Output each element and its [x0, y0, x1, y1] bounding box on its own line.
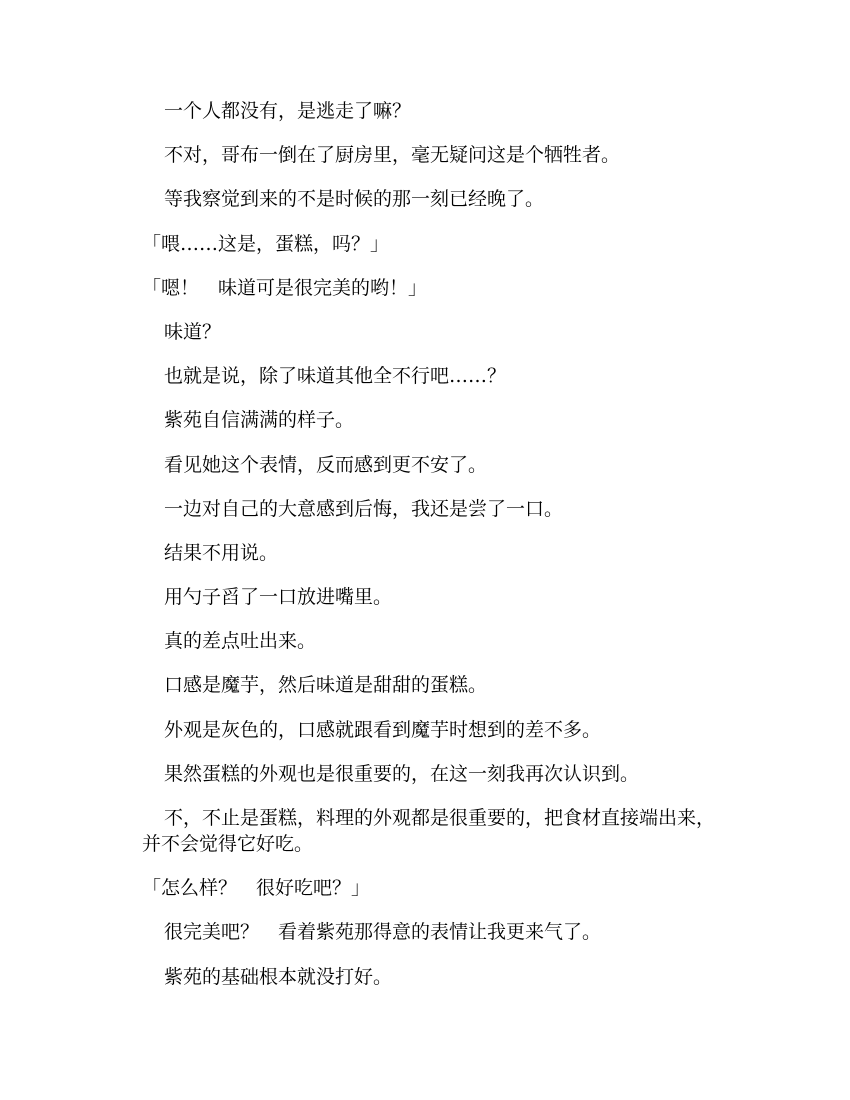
dialogue-line: 「嗯！ 味道可是很完美的哟！」 — [142, 276, 428, 299]
paragraph: 不对，哥布一倒在了厨房里，毫无疑问这是个牺牲者。 — [164, 144, 621, 167]
paragraph: 看见她这个表情，反而感到更不安了。 — [164, 453, 488, 476]
paragraph: 结果不用说。 — [164, 541, 279, 564]
dialogue-line: 「喂……这是，蛋糕，吗？」 — [142, 232, 390, 255]
paragraph: 不，不止是蛋糕，料理的外观都是很重要的，把食材直接端出来，并不会觉得它好吃。 — [142, 807, 716, 855]
paragraph: 外观是灰色的，口感就跟看到魔芋时想到的差不多。 — [164, 718, 602, 741]
paragraph: 用勺子舀了一口放进嘴里。 — [164, 586, 393, 609]
document-page — [142, 98, 732, 1008]
paragraph: 味道？ — [164, 320, 222, 343]
paragraph: 很完美吧？ 看着紫苑那得意的表情让我更来气了。 — [164, 921, 602, 944]
paragraph: 一边对自己的大意感到后悔，我还是尝了一口。 — [164, 497, 564, 520]
paragraph: 等我察觉到来的不是时候的那一刻已经晚了。 — [164, 188, 545, 211]
dialogue-line: 「怎么样？ 很好吃吧？」 — [142, 877, 371, 900]
paragraph: 果然蛋糕的外观也是很重要的，在这一刻我再次认识到。 — [164, 762, 640, 785]
paragraph: 真的差点吐出来。 — [164, 630, 317, 653]
paragraph: 紫苑自信满满的样子。 — [164, 409, 355, 432]
paragraph: 口感是魔芋，然后味道是甜甜的蛋糕。 — [164, 674, 488, 697]
paragraph: 紫苑的基础根本就没打好。 — [164, 965, 393, 988]
paragraph: 也就是说，除了味道其他全不行吧……？ — [164, 365, 507, 388]
paragraph: 一个人都没有，是逃走了嘛？ — [164, 100, 412, 122]
